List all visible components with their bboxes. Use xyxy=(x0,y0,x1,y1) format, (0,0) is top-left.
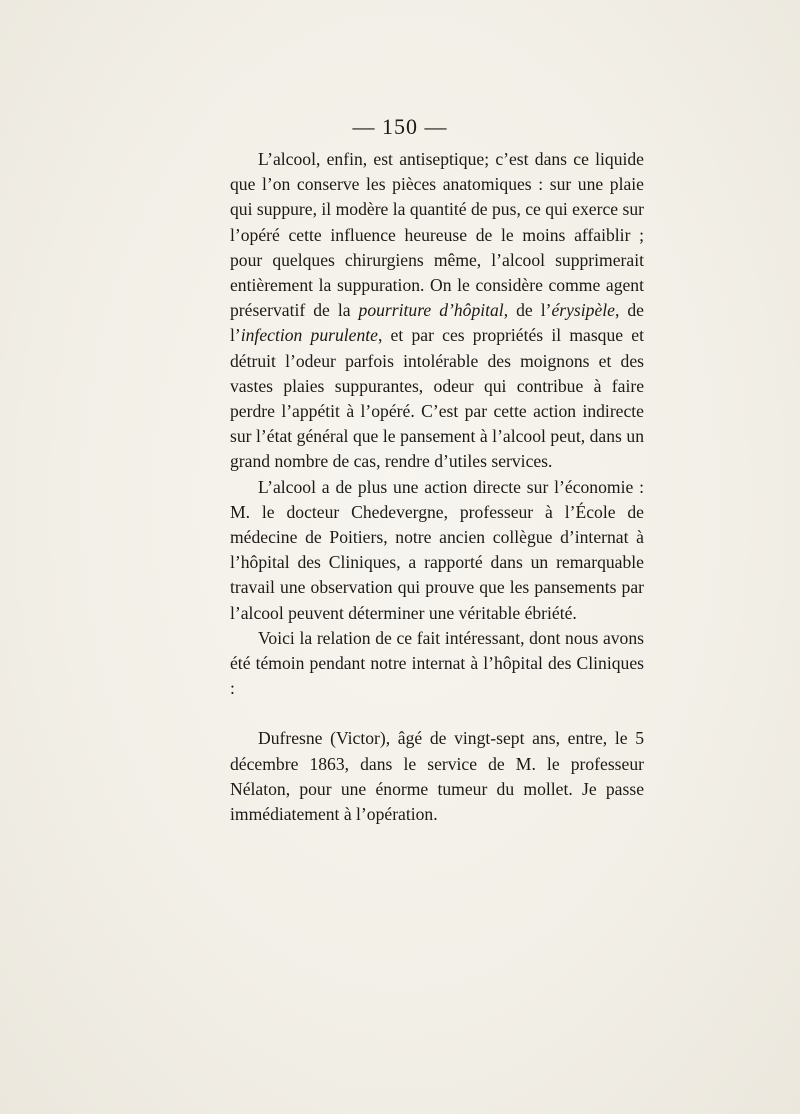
paragraph-3 xyxy=(230,626,644,702)
text-run: L’alcool, enfin, est antiseptique; c’est dans ce liquide que l’on conserve les pièces anatomiques : sur une plaie qui suppure, il modère la quantité de pus, ce qui exerce sur l’opéré cette influence heureuse de le moins affaiblir ; pour quelques chirurgiens même, l’alcool supprimerait entièrement la suppuration. On le considère comme agent préservatif de la xyxy=(230,149,644,321)
paragraph-2 xyxy=(230,475,644,626)
text-run: , et par ces propriétés il masque et détruit l’odeur parfois intolérable des moignons et des vastes plaies suppurantes, odeur qui contribue à faire perdre l’appétit à l’opéré. C’est par cette action indirecte sur l’état général que le pansement à l’alcool peut, dans un grand nombre de cas, rendre d’utiles services. xyxy=(230,325,644,472)
text-run: , de l’ xyxy=(230,300,644,346)
paragraph-4 xyxy=(230,726,644,827)
page-number-header: — 150 — xyxy=(352,114,448,139)
body-text xyxy=(230,147,644,827)
italic-term-pourriture: pourriture d’hôpital xyxy=(358,300,504,321)
italic-term-infection: infection purulente xyxy=(240,325,378,346)
text-run: Dufresne (Victor), âgé de vingt-sept ans, entre, le 5 décembre 1863, dans le service de M. le professeur Nélaton, pour une énorme tumeur du mollet. Je passe immédiatement à l’opération. xyxy=(230,728,644,825)
text-run: L’alcool a de plus une action directe sur l’économie : M. le docteur Chedevergne, professeur à l’École de médecine de Poitiers, notre ancien collègue d’internat à l’hôpital des Cliniques, a rapporté dans un remarquable travail une observation qui prouve que les pansements par l’alcool peuvent déterminer une véritable ébriété. xyxy=(230,476,644,623)
text-run: , de l’ xyxy=(503,300,552,321)
italic-term-erysipele: érysipèle xyxy=(551,300,615,321)
paragraph-1 xyxy=(230,147,644,475)
text-run: Voici la relation de ce fait intéressant, dont nous avons été témoin pendant notre internat à l’hôpital des Cliniques : xyxy=(230,627,644,699)
